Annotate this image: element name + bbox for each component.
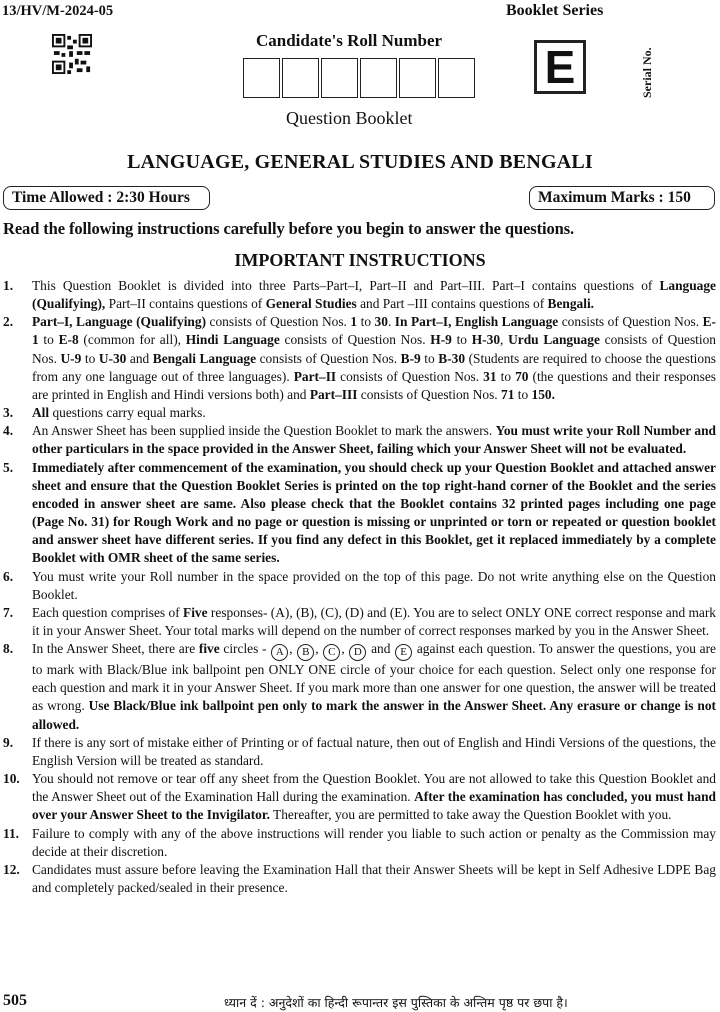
instruction-text — [32, 568, 716, 604]
instruction-text — [32, 604, 716, 640]
instruction-text-run: . — [387, 314, 395, 330]
instruction-text-run: All — [32, 405, 50, 421]
instruction-text-run: Thereafter, you are permitted to take away the Question Booklet with you. — [269, 807, 672, 823]
instruction-text-run: E-1 — [32, 314, 716, 348]
subject-title: LANGUAGE, GENERAL STUDIES AND BENGALI — [127, 151, 593, 173]
instruction-text-run: Five — [183, 604, 208, 620]
instruction-text-run: H-30 — [471, 332, 501, 348]
qr-code-icon — [52, 34, 92, 74]
instruction-text-run: U-30 — [98, 350, 127, 366]
roll-number-box[interactable] — [243, 58, 280, 98]
instruction-text-run: , — [500, 332, 509, 348]
instruction-text-run: (the questions and their responses are printed in English and Hindi versions both) and — [32, 368, 716, 402]
instruction-text-run: (common for all), — [78, 332, 186, 348]
instruction-text-run: to — [81, 350, 99, 366]
roll-number-boxes — [243, 58, 477, 98]
instruction-text-run: to — [496, 368, 516, 384]
instruction-text-run: In the Answer Sheet, there are — [32, 641, 199, 657]
instruction-text-run: Bengali Language — [152, 350, 257, 366]
instruction-text-run: responses- (A), (B), (C), (D) and (E). You are to select ONLY ONE correct response and mark it in your Answer Sheet. Your total marks will depend on the number of correct responses marked by you in the Answer Sheet. — [32, 604, 717, 638]
instruction-text-run: and — [126, 350, 153, 366]
roll-number-box[interactable] — [321, 58, 358, 98]
maximum-marks-box: Maximum Marks : 150 — [529, 186, 715, 210]
booklet-series-label: Booklet Series — [506, 2, 604, 19]
instruction-text-run: , — [315, 641, 323, 657]
instruction-text-run: to — [38, 332, 59, 348]
instruction-text-run: consists of Question Nos. — [279, 332, 431, 348]
instruction-number: 6. — [3, 568, 14, 584]
instruction-item — [3, 568, 716, 604]
instruction-text — [32, 313, 716, 404]
instruction-text-run: consists of Question Nos. — [336, 368, 484, 384]
answer-option-circle-icon: D — [349, 644, 366, 661]
instruction-item — [3, 313, 716, 404]
instruction-text-run: 70 — [515, 368, 529, 384]
instruction-text-run: five — [198, 641, 220, 657]
instruction-text-run: 30 — [374, 314, 388, 330]
hindi-version-note: ध्यान दें : अनुदेशों का हिन्दी रूपान्तर इस पुस्तिका के अन्तिम पृष्ठ पर छपा है। — [224, 995, 568, 1010]
answer-option-circle-icon: C — [323, 644, 340, 661]
instruction-number: 9. — [3, 734, 14, 750]
instruction-number: 7. — [3, 604, 14, 620]
roll-number-box[interactable] — [438, 58, 475, 98]
instruction-item — [3, 640, 716, 734]
instruction-text-run: You should not remove or tear off any sheet from the Question Booklet. You are not allowed to take this Question Booklet and the Answer Sheet out of the Examination Hall during the examination. — [32, 771, 716, 805]
instruction-number: 4. — [3, 423, 14, 439]
instruction-text-run: and — [367, 641, 395, 657]
instruction-text-run: , — [289, 641, 297, 657]
instruction-text-run: After the examination has concluded, you must hand over your Answer Sheet to the Invigilator. — [32, 789, 716, 823]
instruction-text-run: consists of Question Nos. — [206, 314, 351, 330]
series-letter-box: E — [534, 40, 586, 94]
instruction-item — [3, 861, 716, 897]
answer-option-circle-icon: A — [271, 644, 288, 661]
instruction-text-run: consists of Question Nos. — [256, 350, 401, 366]
instruction-text-run: to — [420, 350, 439, 366]
instruction-text — [32, 825, 716, 861]
instruction-text-run: Failure to comply with any of the above instructions will render you liable to such action or penalty as the Commission may decide at their discretion. — [32, 825, 716, 859]
instruction-text-run: Part–I, Language (Qualifying) — [32, 314, 207, 330]
instruction-text-run: Candidates must assure before leaving the Examination Hall that their Answer Sheets will be kept in Self Adhesive LDPE Bag and completely packed/sealed in their presence. — [32, 861, 716, 895]
instruction-number: 3. — [3, 405, 14, 421]
instruction-text — [32, 422, 716, 458]
instruction-text-run: You must write your Roll Number and other particulars in the space provided in the Answer Sheet, failing which your Answer Sheet will not be evaluated. — [32, 423, 716, 457]
instruction-item — [3, 734, 716, 770]
instruction-text — [32, 277, 716, 313]
serial-number-label: Serial No. — [640, 47, 654, 98]
instruction-text-run: Each question comprises of — [32, 604, 184, 620]
instruction-text-run: , — [341, 641, 349, 657]
instruction-text-run: B-30 — [438, 350, 466, 366]
instruction-text-run: U-9 — [60, 350, 82, 366]
instruction-text-run: 71 — [501, 386, 515, 402]
instruction-text-run: General Studies — [265, 296, 357, 312]
instruction-number: 12. — [3, 861, 20, 877]
roll-number-box[interactable] — [399, 58, 436, 98]
instructions-list — [3, 277, 716, 897]
instruction-text-run: consists of Question Nos. — [32, 332, 716, 366]
page-number: 505 — [3, 992, 27, 1009]
instruction-text-run: Part–II — [293, 368, 337, 384]
instruction-text-run: Hindi Language — [185, 332, 280, 348]
instruction-item — [3, 825, 716, 861]
instruction-text-run: to — [451, 332, 472, 348]
instruction-number: 11. — [3, 825, 19, 841]
instruction-text — [32, 459, 716, 568]
instruction-text-run: (Students are required to choose the questions from any one language out of three languages). — [32, 350, 716, 384]
instruction-text-run: 1 — [350, 314, 358, 330]
instruction-text-run: and Part –III contains questions of — [356, 296, 548, 312]
instruction-text-run: H-9 — [430, 332, 452, 348]
instruction-text-run: Urdu Language — [508, 332, 600, 348]
paper-code: 13/HV/M-2024-05 — [2, 3, 114, 19]
instruction-text-run: Bengali. — [547, 296, 595, 312]
instruction-number: 10. — [3, 771, 20, 787]
instruction-item — [3, 604, 716, 640]
instruction-text-run: 31 — [483, 368, 497, 384]
instructions-heading: IMPORTANT INSTRUCTIONS — [234, 250, 486, 270]
serial-number-label-wrap — [640, 47, 654, 158]
instruction-item — [3, 404, 716, 422]
instruction-text-run: circles - — [219, 641, 271, 657]
instruction-text-run: Use Black/Blue ink ballpoint pen only to mark the answer in the Answer Sheet. Any erasure or change is not allowed. — [32, 698, 716, 732]
read-instructions-line: Read the following instructions carefully before you begin to answer the questions. — [3, 219, 575, 238]
instruction-text-run: An Answer Sheet has been supplied inside the Question Booklet to mark the answers. — [32, 423, 496, 439]
instruction-item — [3, 770, 716, 824]
instruction-text — [32, 640, 716, 734]
roll-number-box[interactable] — [282, 58, 319, 98]
instruction-text-run: B-9 — [400, 350, 421, 366]
instruction-text — [32, 404, 716, 422]
instruction-number: 5. — [3, 459, 14, 475]
question-booklet-label: Question Booklet — [286, 108, 413, 128]
instruction-text — [32, 770, 716, 824]
instruction-text-run: against each question. To answer the questions, you are to mark with Black/Blue ink ballpoint pen ONLY ONE circle of your choice for each question. Select only one response for each question and mark it in your Answer Sheet. If you mark more than one answer for one question, the answer will be treated as wrong. — [32, 641, 717, 714]
instruction-text-run: Immediately after commencement of the examination, you should check up your Question Booklet and attached answer sheet and ensure that the Question Booklet Series is printed on the top right-hand corner of the Booklet and the series encoded in answer sheet are same. Also please check that the Booklet contains 32 printed pages including one page (Page No. 31) for Rough Work and no page or question is missing or unprinted or torn or repeated or question booklet and answer sheet have different series. If you find any defect in this Booklet, get it replaced immediately by a complete Booklet with OMR sheet of the same series. — [32, 459, 716, 566]
answer-option-circle-icon: E — [395, 644, 412, 661]
instruction-text-run: to — [514, 386, 532, 402]
instruction-item — [3, 459, 716, 568]
instruction-text-run: consists of Question Nos. — [558, 314, 703, 330]
instruction-text-run: You must write your Roll number in the space provided on the top of this page. Do not write anything else on the Question Booklet. — [32, 568, 716, 602]
instruction-item — [3, 277, 716, 313]
instruction-number: 2. — [3, 314, 14, 330]
instruction-text-run: E-8 — [58, 332, 79, 348]
instruction-text-run: questions carry equal marks. — [49, 405, 206, 421]
instruction-text-run: to — [357, 314, 375, 330]
instruction-text-run: If there is any sort of mistake either of Printing or of factual nature, then out of English and Hindi Versions of the questions, the English Version will be treated as standard. — [32, 734, 716, 768]
instruction-text-run: This Question Booklet is divided into three Parts–Part–I, Part–II and Part–III. Part–I contains questions of — [32, 278, 660, 293]
instruction-text — [32, 861, 716, 897]
instruction-text-run: In Part–I, English Language — [394, 314, 559, 330]
roll-number-title: Candidate's Roll Number — [256, 31, 443, 50]
instruction-text — [32, 734, 716, 770]
instruction-text-run: 150. — [531, 386, 555, 402]
instruction-number: 8. — [3, 641, 14, 657]
instruction-text-run: Language (Qualifying), — [32, 278, 716, 312]
instruction-text-run: Part–II contains questions of — [105, 296, 266, 312]
instruction-item — [3, 422, 716, 458]
answer-option-circle-icon: B — [297, 644, 314, 661]
instruction-text-run: Part–III — [309, 386, 358, 402]
roll-number-box[interactable] — [360, 58, 397, 98]
instruction-text-run: consists of Question Nos. — [357, 386, 501, 402]
instruction-number: 1. — [3, 278, 14, 293]
time-allowed-box: Time Allowed : 2:30 Hours — [3, 186, 210, 210]
